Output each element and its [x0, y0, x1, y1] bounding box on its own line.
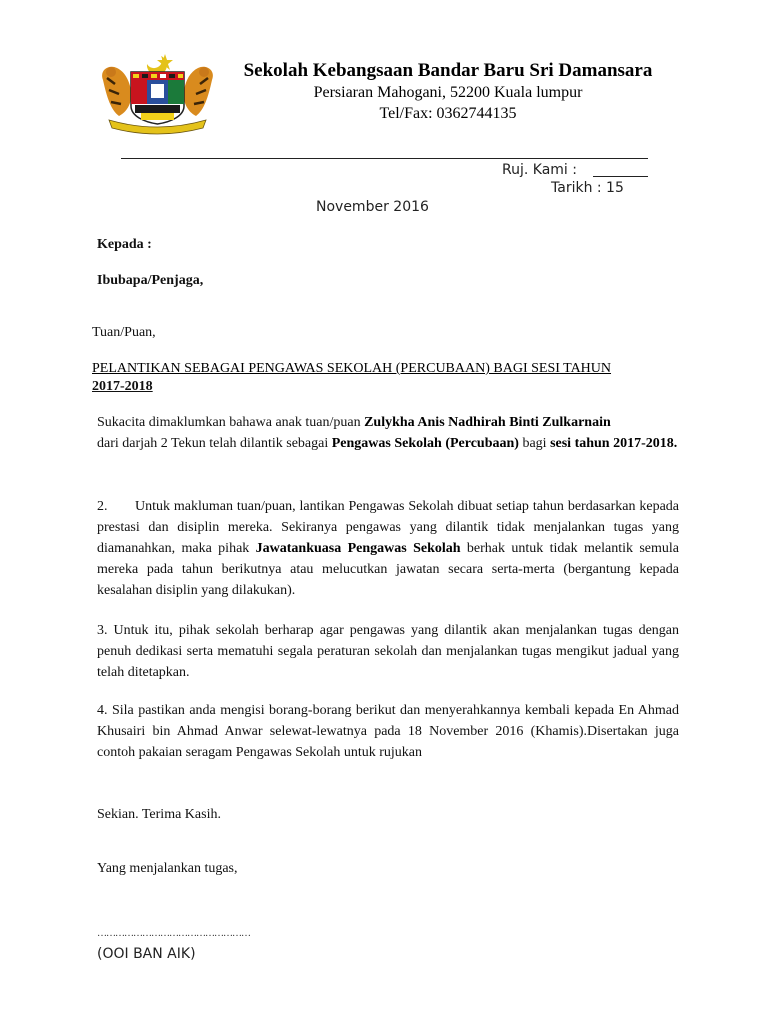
- para2-text-b: berhak untuk tidak melantik semula mereka pada tahun berikutnya atau melucutkan jawatan secara serta-merta (bergantung kepada kesalahan disiplin yang dilakukan).: [97, 541, 679, 598]
- para1-join: bagi: [518, 436, 551, 451]
- coat-of-arms-logo: [95, 50, 220, 135]
- signature-line: ……………………………………………: [97, 928, 250, 939]
- subject-line-2: 2017-2018: [92, 379, 153, 394]
- paragraph-1: [97, 412, 679, 454]
- salutation: Tuan/Puan,: [92, 325, 156, 340]
- date-label: Tarikh : 15: [551, 180, 624, 196]
- date-month-year: November 2016: [316, 199, 429, 215]
- letterhead-divider: [121, 158, 648, 159]
- paragraph-3: 3. Untuk itu, pihak sekolah berharap agar pengawas yang dilantik akan menjalankan tugas dengan penuh dedikasi serta mematuhi segala peraturan sekolah dan menjalankan tugas mengikut jadual yang telah ditetapkan.: [97, 623, 679, 680]
- paragraph-4: 4. Sila pastikan anda mengisi borang-borang berikut dan menyerahkannya kembali kepada En Ahmad Khusairi bin Ahmad Anwar selewat-lewatnya pada 18 November 2016 (Khamis).Disertakan juga contoh pakaian seragam Pengawas Sekolah untuk rujukan: [97, 703, 679, 760]
- school-name: Sekolah Kebangsaan Bandar Baru Sri Damansara: [243, 60, 653, 81]
- subject-line-1: PELANTIKAN SEBAGAI PENGAWAS SEKOLAH (PERCUBAAN) BAGI SESI TAHUN: [92, 361, 612, 376]
- paragraph-2: [97, 496, 679, 601]
- reference-underline: [593, 176, 648, 177]
- para1-intro: Sukacita dimaklumkan bahawa anak tuan/puan: [97, 415, 365, 430]
- closing-text: Sekian. Terima Kasih.: [97, 807, 221, 822]
- appointment-role: Pengawas Sekolah (Percubaan): [331, 436, 519, 451]
- signoff-text: Yang menjalankan tugas,: [97, 861, 238, 876]
- committee-name: Jawatankuasa Pengawas Sekolah: [255, 541, 461, 556]
- to-label: Kepada :: [97, 237, 152, 252]
- signatory-name: (OOI BAN AIK): [97, 946, 196, 962]
- school-address: Persiaran Mahogani, 52200 Kuala lumpur: [313, 84, 583, 101]
- session-year: sesi tahun 2017-2018.: [550, 436, 678, 451]
- para1-class: dari darjah 2 Tekun telah dilantik sebagai: [97, 436, 332, 451]
- para2-number: 2.: [97, 499, 108, 514]
- school-telfax: Tel/Fax: 0362744135: [379, 105, 517, 122]
- reference-label: Ruj. Kami :: [502, 162, 577, 178]
- para2-text-a: Untuk makluman tuan/puan, lantikan Pengawas Sekolah dibuat setiap tahun berdasarkan kepada prestasi dan disiplin mereka. Sekiranya pengawas yang dilantik tidak menjalankan tugas yang diamanahkan, maka pihak: [97, 499, 679, 556]
- to-name: Ibubapa/Penjaga,: [97, 273, 204, 288]
- student-name: Zulykha Anis Nadhirah Binti Zulkarnain: [364, 415, 611, 430]
